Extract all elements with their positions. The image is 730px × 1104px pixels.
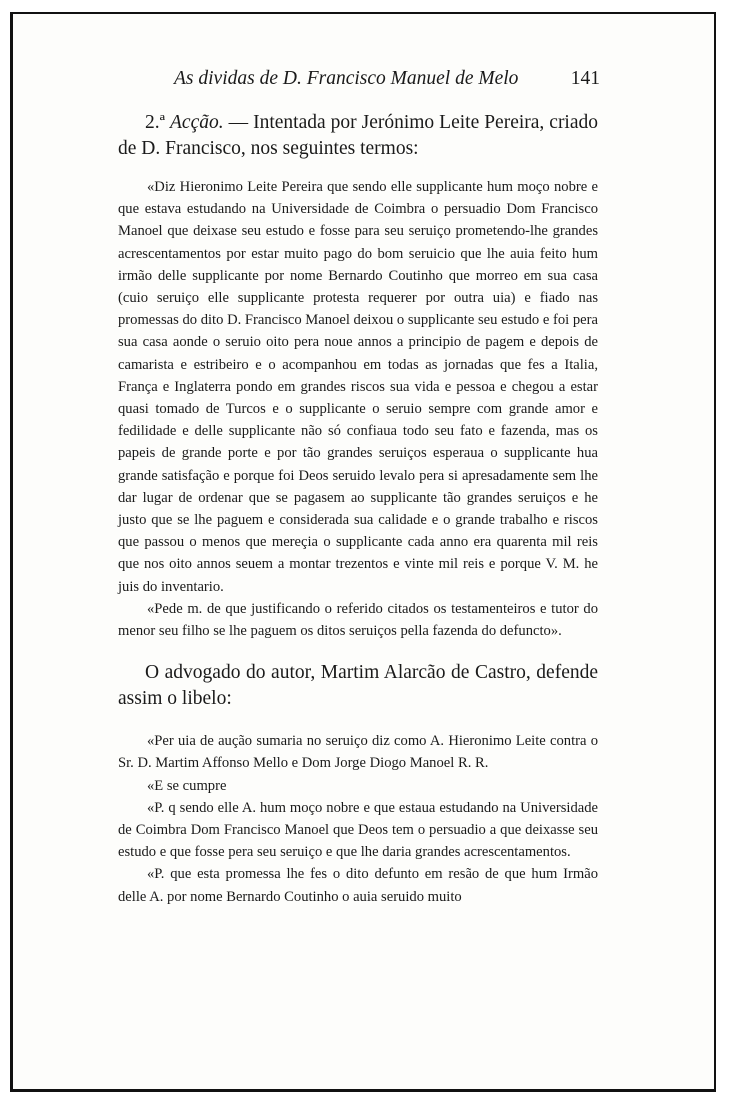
page-number: 141 [570,68,600,89]
running-title: As dividas de D. Francisco Manuel de Melo [174,68,519,89]
libel-paragraph-2: «E se cumpre [147,777,227,794]
petition-quote [118,176,598,642]
libel-paragraph-4: «P. que esta promessa lhe fes o dito defunto em resão de que hum Irmão delle A. por nome Bernardo Coutinho o auia seruido muito [118,866,598,905]
petition-paragraph-2: «Pede m. de que justificando o referido citados os testamenteiros e tutor do menor seu filho se lhe paguem os ditos seruiços pella fazenda do defuncto». [118,600,598,640]
petition-paragraph-1: «Diz Hieronimo Leite Pereira que sendo elle supplicante hum moço nobre e que estava estudando na Universidade de Coimbra o persuadio Dom Francisco Manoel que deixase seu estudo e fosse para seu seruiço prometendo-lhe grandes acrescentamentos por estar muito pago do bom seruicio que lhe auia feito hum irmão delle supplicante por nome Bernardo Coutinho que morreo em sua casa (cuio seruiço elle supplicante protesta requerer por outra uia) e fiado nas promessas do dito D. Francisco Manoel deixou o supplicante seu estudo e foi pera sua casa aonde o seruio oito pera noue annos a principio de pagem e depois de camarista e estribeiro e o acompanhou em todas as jornadas que fes a Italia, França e Inglaterra pondo em grandes riscos sua vida e pessoa e chegou a estar quasi tomado de Turcos e o supplicante o seruio sempre com grande amor e fedilidade e delle supplicante não só confiaua todo seu fato e fazenda, mas os papeis de grande porte e por tão grandes seruiços esperaua o supplicante hua grande satisfação e porque foi Deos seruido levalo pera si apresadamente sem lhe dar lugar de ordenar que se pagasem ao supplicante tão grandes seruiços e he justo que se lhe paguem e considerada sua calidade e o grande trabalho e riscos que passou o menos que mereçia o supplicante cada anno era quarenta mil reis que nos oito annos seuem a montar trezentos e vinte mil reis e porque V. M. he juis do inventario. [118,179,598,595]
running-head [118,62,598,92]
page-content [118,62,598,908]
libel-quote [118,730,598,908]
advocate-paragraph: O advogado do autor, Martim Alarcão de Castro, defende assim o libelo: [118,662,598,710]
libel-paragraph-1: «Per uia de aução sumaria no seruiço diz como A. Hieronimo Leite contra o Sr. D. Martim Affonso Mello e Dom Jorge Diogo Manoel R. R. [118,733,598,772]
section-intro: — Intentada por Jerónimo Leite Pereira, criado de D. Francisco, nos seguintes termos: [118,112,599,159]
section-label: Acção. [170,112,224,133]
section-number: 2.ª [145,112,166,133]
section-heading [118,110,598,162]
libel-paragraph-3: «P. q sendo elle A. hum moço nobre e que estaua estudando na Universidade de Coimbra Dom Francisco Manoel que Deos tem o persuadio a que deixasse seu estudo e que fosse pera seu seruiço e que lhe daria grandes acrescentamentos. [118,799,598,861]
